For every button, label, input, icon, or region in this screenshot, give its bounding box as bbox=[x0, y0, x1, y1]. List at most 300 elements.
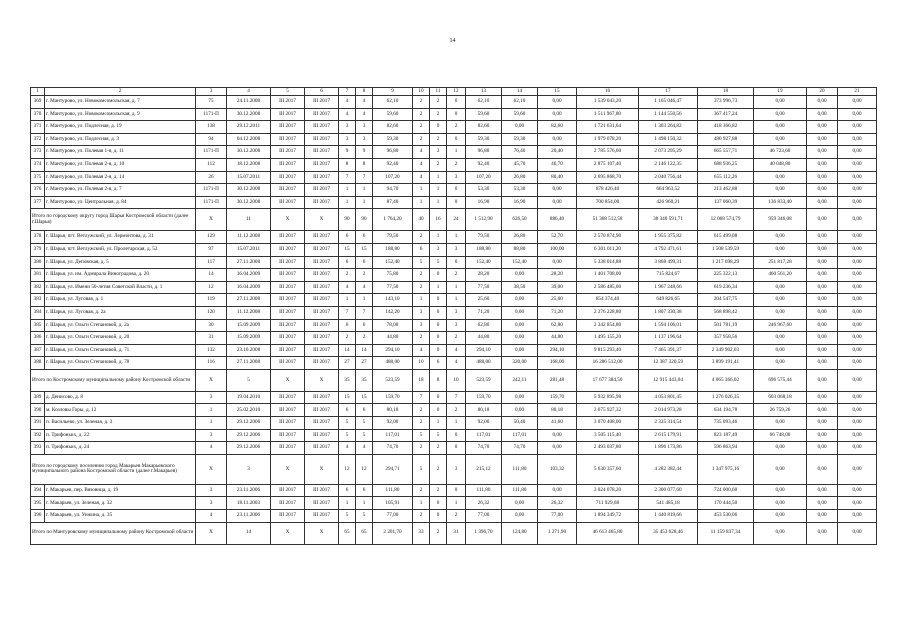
data-cell: 0,00 bbox=[838, 484, 877, 497]
subtotal-row bbox=[31, 522, 877, 544]
data-cell: 2 570 874,90 bbox=[577, 231, 639, 244]
subtotal-cell: 90 bbox=[356, 209, 373, 231]
row-index: 379 bbox=[31, 243, 45, 256]
data-cell: III 2017 bbox=[271, 442, 305, 455]
data-cell: 2 bbox=[413, 484, 430, 497]
data-cell: 664 963,52 bbox=[639, 184, 698, 197]
data-cell: 10 bbox=[413, 357, 430, 370]
data-cell: 9 bbox=[339, 146, 356, 159]
subtotal-cell: X bbox=[271, 454, 305, 484]
subtotal-cell: 1 512,90 bbox=[466, 209, 502, 231]
data-cell: 1 bbox=[447, 417, 466, 430]
data-cell: 159,70 bbox=[466, 391, 502, 404]
column-number: 6 bbox=[305, 88, 339, 96]
data-cell: 1 955 375,82 bbox=[639, 231, 698, 244]
subtotal-cell: 3 bbox=[227, 454, 271, 484]
data-cell: III 2017 bbox=[271, 171, 305, 184]
data-cell: 0,00 bbox=[807, 510, 838, 523]
data-cell: III 2017 bbox=[271, 319, 305, 332]
data-cell: 77,00 bbox=[373, 510, 413, 523]
table-row bbox=[31, 344, 877, 357]
data-cell: 75,80 bbox=[373, 269, 413, 282]
data-cell: 4 bbox=[413, 344, 430, 357]
data-cell: 724 000,60 bbox=[698, 484, 754, 497]
subtotal-cell: X bbox=[196, 454, 227, 484]
data-cell: 111,80 bbox=[373, 484, 413, 497]
data-cell: 0,00 bbox=[754, 184, 807, 197]
data-cell: 137 060,39 bbox=[698, 196, 754, 209]
address-cell: г. Макарьев, ул. Унжина, д. 35 bbox=[45, 510, 196, 523]
data-cell: 1 bbox=[339, 196, 356, 209]
data-cell: 0,00 bbox=[754, 357, 807, 370]
data-cell: III 2017 bbox=[271, 404, 305, 417]
data-cell: 2 bbox=[447, 510, 466, 523]
subtotal-cell: 215,12 bbox=[466, 454, 502, 484]
subtotal-cell: 4 065 366,02 bbox=[698, 369, 754, 391]
data-cell: 2 bbox=[430, 108, 447, 121]
row-index: 370 bbox=[31, 108, 45, 121]
data-cell: 0 bbox=[447, 429, 466, 442]
data-cell: 0,00 bbox=[838, 306, 877, 319]
data-cell: 4 bbox=[196, 442, 227, 455]
data-cell: 7 bbox=[447, 391, 466, 404]
data-cell: 0,00 bbox=[838, 344, 877, 357]
data-cell: 0,00 bbox=[754, 243, 807, 256]
data-cell: 15 bbox=[356, 243, 373, 256]
data-cell: 6 bbox=[413, 243, 430, 256]
data-cell: 28,20 bbox=[466, 269, 502, 282]
data-cell: 6 bbox=[356, 404, 373, 417]
data-cell: 74,70 bbox=[466, 442, 502, 455]
data-cell: 0 bbox=[430, 269, 447, 282]
row-index: 381 bbox=[31, 269, 45, 282]
data-cell: 15.07.2011 bbox=[227, 171, 271, 184]
data-cell: 2 bbox=[413, 510, 430, 523]
data-cell: 77,50 bbox=[466, 281, 502, 294]
address-cell: г. Шарья, пгт. Ветлужский, ул. Лермонтова, д. 31 bbox=[45, 231, 196, 244]
data-cell: 6 bbox=[339, 231, 356, 244]
data-cell: 15 bbox=[339, 243, 356, 256]
data-cell: 27.11.2008 bbox=[227, 357, 271, 370]
data-cell: 6 bbox=[356, 256, 373, 269]
data-cell: 4 bbox=[339, 281, 356, 294]
data-cell: 26,32 bbox=[466, 497, 502, 510]
data-cell: 2 675 927,32 bbox=[577, 404, 639, 417]
data-cell: 40 048,80 bbox=[754, 158, 807, 171]
data-cell: 18.11.2003 bbox=[227, 497, 271, 510]
housing-register-table bbox=[30, 87, 877, 545]
data-cell: 28,20 bbox=[538, 269, 577, 282]
data-cell: 7 465 391,37 bbox=[639, 344, 698, 357]
data-cell: 3 bbox=[339, 121, 356, 134]
data-cell: 0,00 bbox=[502, 294, 538, 307]
data-cell: 3 bbox=[430, 243, 447, 256]
data-cell: 1 bbox=[356, 497, 373, 510]
data-cell: 2 695 868,70 bbox=[577, 171, 639, 184]
data-cell: 23.11.2006 bbox=[227, 510, 271, 523]
data-cell: 0,00 bbox=[807, 404, 838, 417]
data-cell: 0,00 bbox=[807, 442, 838, 455]
data-cell: 373 996,73 bbox=[698, 96, 754, 109]
subtotal-cell: 31 bbox=[447, 522, 466, 544]
data-cell: 92,00 bbox=[466, 417, 502, 430]
data-cell: 5 bbox=[356, 417, 373, 430]
table-row bbox=[31, 133, 877, 146]
column-number: 10 bbox=[413, 88, 430, 96]
data-cell: 2 493 037,80 bbox=[577, 442, 639, 455]
data-cell: 2 bbox=[447, 404, 466, 417]
subtotal-cell: 0,00 bbox=[838, 522, 877, 544]
data-cell: 52,70 bbox=[538, 231, 577, 244]
address-cell: г. Шарья, ул. Имени 50-летия Советской Власти, д. 1 bbox=[45, 281, 196, 294]
subtotal-cell: X bbox=[196, 522, 227, 544]
data-cell: III 2017 bbox=[305, 108, 339, 121]
data-cell: III 2017 bbox=[271, 133, 305, 146]
data-cell: III 2017 bbox=[305, 417, 339, 430]
data-cell: 0,00 bbox=[754, 133, 807, 146]
data-cell: 117,01 bbox=[373, 429, 413, 442]
row-index: 372 bbox=[31, 133, 45, 146]
data-cell: 188,80 bbox=[373, 243, 413, 256]
data-cell: 2 bbox=[413, 269, 430, 282]
data-cell: 0,00 bbox=[838, 121, 877, 134]
column-number: 8 bbox=[356, 88, 373, 96]
data-cell: 14 bbox=[339, 344, 356, 357]
data-cell: 26 bbox=[196, 171, 227, 184]
column-number: 11 bbox=[430, 88, 447, 96]
data-cell: 143,10 bbox=[373, 294, 413, 307]
data-cell: III 2017 bbox=[271, 121, 305, 134]
data-cell: 2 014 973,28 bbox=[639, 404, 698, 417]
data-cell: 1 bbox=[339, 294, 356, 307]
data-cell: 159,70 bbox=[538, 391, 577, 404]
data-cell: 1 896 173,86 bbox=[639, 442, 698, 455]
data-cell: 1 bbox=[447, 146, 466, 159]
data-cell: 170 444,50 bbox=[698, 497, 754, 510]
data-cell: 6 bbox=[339, 484, 356, 497]
table-row bbox=[31, 184, 877, 197]
data-cell: 2 bbox=[356, 332, 373, 345]
data-cell: 4 bbox=[339, 442, 356, 455]
data-cell: 1 bbox=[356, 196, 373, 209]
data-cell: 1 bbox=[413, 196, 430, 209]
subtotal-cell: 1 396,70 bbox=[466, 522, 502, 544]
subtotal-cell: 523,59 bbox=[373, 369, 413, 391]
data-cell: III 2017 bbox=[305, 243, 339, 256]
data-cell: 1 144 550,56 bbox=[639, 108, 698, 121]
data-cell: 1171-П bbox=[196, 146, 227, 159]
data-cell: 4 bbox=[413, 171, 430, 184]
data-cell: 0 bbox=[447, 96, 466, 109]
data-cell: 107,20 bbox=[466, 171, 502, 184]
data-cell: 3 bbox=[447, 243, 466, 256]
data-cell: 5 bbox=[413, 429, 430, 442]
data-cell: 0,00 bbox=[538, 96, 577, 109]
data-cell: III 2017 bbox=[305, 510, 339, 523]
data-cell: 2 073 295,29 bbox=[639, 146, 698, 159]
column-number: 12 bbox=[447, 88, 466, 96]
data-cell: 2 bbox=[413, 442, 430, 455]
subtotal-cell: 35 bbox=[339, 369, 356, 391]
data-cell: 367 417,24 bbox=[698, 108, 754, 121]
data-cell: 16.04.2009 bbox=[227, 269, 271, 282]
column-number-row bbox=[31, 88, 877, 96]
data-cell: 80,18 bbox=[373, 404, 413, 417]
table-row bbox=[31, 510, 877, 523]
data-cell: III 2017 bbox=[305, 256, 339, 269]
subtotal-cell: 626,50 bbox=[502, 209, 538, 231]
data-cell: 0,00 bbox=[807, 158, 838, 171]
data-cell: 26,80 bbox=[502, 231, 538, 244]
data-cell: 1 807 330,38 bbox=[639, 306, 698, 319]
subtotal-cell: 0,00 bbox=[754, 522, 807, 544]
data-cell: 92,40 bbox=[466, 158, 502, 171]
subtotal-label: Итого по Костромскому муниципальному району Костромской области bbox=[31, 369, 196, 391]
data-cell: 142,20 bbox=[373, 306, 413, 319]
data-cell: 120 bbox=[196, 306, 227, 319]
data-cell: III 2017 bbox=[271, 357, 305, 370]
data-cell: III 2017 bbox=[305, 357, 339, 370]
address-cell: г. Шарья, ул. Ольги Степановой, д. 20 bbox=[45, 332, 196, 345]
data-cell: III 2017 bbox=[271, 294, 305, 307]
data-cell: 3 bbox=[196, 429, 227, 442]
data-cell: 0,00 bbox=[754, 332, 807, 345]
data-cell: 2 875 107,40 bbox=[577, 158, 639, 171]
data-cell: 26,80 bbox=[502, 171, 538, 184]
data-cell: 1171-П bbox=[196, 196, 227, 209]
data-cell: 0,00 bbox=[754, 231, 807, 244]
data-cell: 18.12.2008 bbox=[227, 158, 271, 171]
data-cell: 4 bbox=[413, 146, 430, 159]
data-cell: III 2017 bbox=[305, 269, 339, 282]
address-cell: г. Шарья, ул. Ольги Степановой, д. 2а bbox=[45, 319, 196, 332]
data-cell: 2 bbox=[447, 332, 466, 345]
data-cell: 77,00 bbox=[538, 510, 577, 523]
data-cell: 46 723,60 bbox=[754, 146, 807, 159]
data-cell: 129 bbox=[196, 231, 227, 244]
data-cell: 9 bbox=[356, 146, 373, 159]
data-cell: 44,80 bbox=[373, 332, 413, 345]
data-cell: 1 bbox=[356, 294, 373, 307]
data-cell: 0,00 bbox=[807, 391, 838, 404]
data-cell: 0,00 bbox=[502, 306, 538, 319]
data-cell: 0,00 bbox=[502, 404, 538, 417]
data-cell: 80,18 bbox=[538, 404, 577, 417]
row-index: 394 bbox=[31, 484, 45, 497]
data-cell: 0 bbox=[447, 108, 466, 121]
data-cell: 7 bbox=[356, 306, 373, 319]
data-cell: 152,40 bbox=[502, 256, 538, 269]
data-cell: 15 bbox=[339, 391, 356, 404]
subtotal-cell: 65 bbox=[356, 522, 373, 544]
data-cell: III 2017 bbox=[271, 484, 305, 497]
data-cell: 1 bbox=[430, 281, 447, 294]
data-cell: 7 bbox=[356, 171, 373, 184]
data-cell: 76,40 bbox=[502, 146, 538, 159]
data-cell: 0,00 bbox=[838, 171, 877, 184]
subtotal-cell: 18 bbox=[413, 369, 430, 391]
data-cell: III 2017 bbox=[305, 294, 339, 307]
data-cell: 2 bbox=[430, 442, 447, 455]
data-cell: III 2017 bbox=[271, 158, 305, 171]
data-cell: 0,00 bbox=[838, 497, 877, 510]
data-cell: 44,80 bbox=[466, 332, 502, 345]
subtotal-row bbox=[31, 369, 877, 391]
subtotal-cell: 8 bbox=[430, 369, 447, 391]
data-cell: 1 967 248,66 bbox=[639, 281, 698, 294]
data-cell: 50,40 bbox=[502, 417, 538, 430]
data-cell: 53,30 bbox=[502, 184, 538, 197]
data-cell: 2 bbox=[339, 269, 356, 282]
data-cell: 96,80 bbox=[373, 146, 413, 159]
data-cell: 53,30 bbox=[466, 184, 502, 197]
data-cell: 79,50 bbox=[373, 231, 413, 244]
data-cell: 0,00 bbox=[754, 108, 807, 121]
data-cell: 0,00 bbox=[838, 417, 877, 430]
subtotal-cell: 4 282 382,44 bbox=[639, 454, 698, 484]
data-cell: 1 495 155,20 bbox=[577, 332, 639, 345]
data-cell: 3 bbox=[447, 306, 466, 319]
data-cell: III 2017 bbox=[305, 96, 339, 109]
data-cell: 27.11.2008 bbox=[227, 256, 271, 269]
table-row bbox=[31, 108, 877, 121]
data-cell: 168,00 bbox=[538, 357, 577, 370]
data-cell: 5 bbox=[339, 510, 356, 523]
data-cell: 29.12.2006 bbox=[227, 417, 271, 430]
data-cell: 88,80 bbox=[502, 243, 538, 256]
data-cell: 3 bbox=[356, 121, 373, 134]
data-cell: 111,80 bbox=[502, 484, 538, 497]
data-cell: 0,00 bbox=[502, 344, 538, 357]
row-index: 390 bbox=[31, 404, 45, 417]
data-cell: 426 960,21 bbox=[639, 196, 698, 209]
column-number: 17 bbox=[639, 88, 698, 96]
data-cell: III 2017 bbox=[305, 184, 339, 197]
column-number: 20 bbox=[807, 88, 838, 96]
data-cell: 1 bbox=[413, 184, 430, 197]
column-number: 19 bbox=[754, 88, 807, 96]
data-cell: 0,00 bbox=[754, 171, 807, 184]
data-cell: 1 bbox=[447, 231, 466, 244]
data-cell: 117,01 bbox=[502, 429, 538, 442]
data-cell: 111,80 bbox=[466, 484, 502, 497]
data-cell: 4 bbox=[356, 281, 373, 294]
subtotal-cell: 12 bbox=[339, 454, 356, 484]
data-cell: 0,00 bbox=[754, 306, 807, 319]
data-cell: 735 093,46 bbox=[698, 417, 754, 430]
subtotal-cell: X bbox=[271, 522, 305, 544]
subtotal-cell: X bbox=[305, 522, 339, 544]
column-number: 4 bbox=[227, 88, 271, 96]
data-cell: 71,20 bbox=[538, 306, 577, 319]
data-cell: 6 bbox=[356, 484, 373, 497]
data-cell: 7 bbox=[339, 171, 356, 184]
data-cell: 105,91 bbox=[373, 497, 413, 510]
data-cell: III 2017 bbox=[271, 429, 305, 442]
data-cell: 29.12.2006 bbox=[227, 442, 271, 455]
data-cell: 7 bbox=[413, 391, 430, 404]
data-cell: 138 bbox=[196, 121, 227, 134]
data-cell: 1 440 819,66 bbox=[639, 510, 698, 523]
data-cell: 59,60 bbox=[502, 108, 538, 121]
data-cell: 11.12.2008 bbox=[227, 306, 271, 319]
data-cell: 80,18 bbox=[466, 404, 502, 417]
row-index: 383 bbox=[31, 294, 45, 307]
data-cell: 294,10 bbox=[373, 344, 413, 357]
data-cell: 74,70 bbox=[502, 442, 538, 455]
data-cell: 117 bbox=[196, 256, 227, 269]
data-cell: 4 bbox=[339, 108, 356, 121]
table-row bbox=[31, 442, 877, 455]
data-cell: 488,00 bbox=[466, 357, 502, 370]
data-cell: 0,00 bbox=[807, 231, 838, 244]
data-cell: 92,00 bbox=[373, 417, 413, 430]
data-cell: 596 863,94 bbox=[698, 442, 754, 455]
data-cell: 59,30 bbox=[502, 133, 538, 146]
data-cell: III 2017 bbox=[271, 243, 305, 256]
address-cell: п. Трифоньих, д. 22 bbox=[45, 429, 196, 442]
data-cell: 823 187,49 bbox=[698, 429, 754, 442]
subtotal-cell: 0,00 bbox=[807, 454, 838, 484]
subtotal-cell: 1 347 975,16 bbox=[698, 454, 754, 484]
column-number: 3 bbox=[196, 88, 227, 96]
data-cell: 2 bbox=[413, 133, 430, 146]
data-cell: 3 899 191,41 bbox=[698, 357, 754, 370]
subtotal-cell: 35 453 628,46 bbox=[639, 522, 698, 544]
data-cell: 1 594 106,01 bbox=[639, 319, 698, 332]
subtotal-cell: 5 630 357,60 bbox=[577, 454, 639, 484]
address-cell: п. Трифоньих, д. 24 bbox=[45, 442, 196, 455]
data-cell: 1171-П bbox=[196, 108, 227, 121]
data-cell: 8 bbox=[356, 158, 373, 171]
data-cell: 16,90 bbox=[502, 196, 538, 209]
data-cell: 0,00 bbox=[838, 243, 877, 256]
data-cell: 1 303 264,82 bbox=[639, 121, 698, 134]
data-cell: 4 bbox=[356, 108, 373, 121]
data-cell: 15.09.2009 bbox=[227, 332, 271, 345]
row-index: 388 bbox=[31, 357, 45, 370]
row-index: 385 bbox=[31, 319, 45, 332]
subtotal-cell: 46 613 465,80 bbox=[577, 522, 639, 544]
table-row bbox=[31, 269, 877, 282]
data-cell: III 2017 bbox=[271, 146, 305, 159]
data-cell: 1 bbox=[430, 196, 447, 209]
data-cell: 94 bbox=[196, 133, 227, 146]
data-cell: 0,00 bbox=[807, 319, 838, 332]
data-cell: 0,00 bbox=[754, 344, 807, 357]
subtotal-cell: 65 bbox=[339, 522, 356, 544]
table-row bbox=[31, 332, 877, 345]
subtotal-cell: 90 bbox=[339, 209, 356, 231]
data-cell: 0 bbox=[447, 133, 466, 146]
data-cell: 119 bbox=[196, 294, 227, 307]
data-cell: III 2017 bbox=[271, 417, 305, 430]
data-cell: 11.12.2008 bbox=[227, 231, 271, 244]
data-cell: III 2017 bbox=[305, 391, 339, 404]
data-cell: 1 bbox=[430, 184, 447, 197]
data-cell: 0,00 bbox=[754, 96, 807, 109]
data-cell: 1 894 349,72 bbox=[577, 510, 639, 523]
data-cell: 152,40 bbox=[373, 256, 413, 269]
data-cell: 3 070 408,00 bbox=[577, 417, 639, 430]
data-cell: 2 bbox=[430, 158, 447, 171]
column-number: 9 bbox=[373, 88, 413, 96]
data-cell: 3 024 078,20 bbox=[577, 484, 639, 497]
data-cell: 3 bbox=[356, 133, 373, 146]
data-cell: 2 349 902,03 bbox=[698, 344, 754, 357]
data-cell: 568 898,42 bbox=[698, 306, 754, 319]
data-cell: 0,00 bbox=[838, 442, 877, 455]
